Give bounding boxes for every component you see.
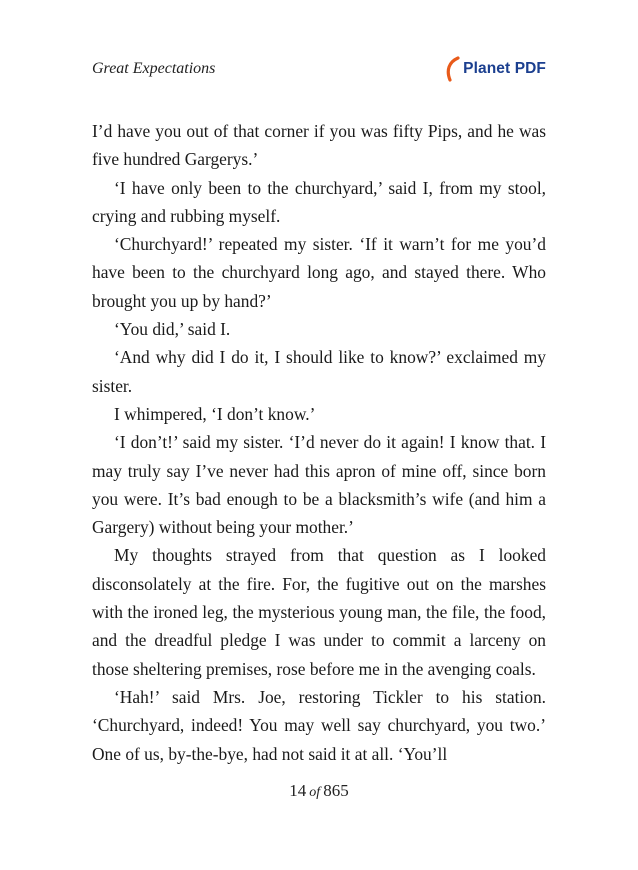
- of-label: of: [309, 785, 321, 800]
- page-footer: [0, 781, 638, 801]
- book-title: Great Expectations: [92, 60, 216, 77]
- page-number: 14: [289, 781, 307, 800]
- paragraph: ‘Hah!’ said Mrs. Joe, restoring Tickler to his station. ‘Churchyard, indeed! You may well say churchyard, you two.’ One of us, by-the-bye, had not said it at all. ‘You’ll: [92, 686, 546, 764]
- paragraph: ‘I have only been to the churchyard,’ said I, from my stool, crying and rubbing myself.: [92, 177, 546, 226]
- page-header: [92, 54, 546, 88]
- planet-pdf-logo: [445, 56, 546, 82]
- planet-swoosh-icon: [445, 56, 461, 82]
- paragraph: I’d have you out of that corner if you was fifty Pips, and he was five hundred Gargerys.’: [92, 121, 546, 170]
- paragraph: ‘And why did I do it, I should like to know?’ exclaimed my sister.: [92, 347, 546, 396]
- total-pages: 865: [323, 781, 349, 800]
- paragraph: ‘You did,’ said I.: [114, 319, 231, 340]
- paragraph: I whimpered, ‘I don’t know.’: [114, 403, 316, 424]
- paragraph: ‘I don’t!’ said my sister. ‘I’d never do it again! I know that. I may truly say I’ve never had this apron of mine off, since born you were. It’s bad enough to be a blacksmith’s wife (and him a Gargery) without being your mother.’: [92, 432, 546, 538]
- paragraph: ‘Churchyard!’ repeated my sister. ‘If it warn’t for me you’d have been to the churchyard long ago, and stayed there. Who brought you up by hand?’: [92, 234, 546, 311]
- logo-text: Planet PDF: [463, 60, 546, 77]
- page-body: [92, 117, 546, 768]
- paragraph: My thoughts strayed from that question as I looked disconsolately at the fire. For, the fugitive out on the marshes with the ironed leg, the mysterious young man, the file, the food, and the dreadful pledge I was under to commit a larceny on those sheltering premises, rose before me in the avenging coals.: [92, 545, 546, 679]
